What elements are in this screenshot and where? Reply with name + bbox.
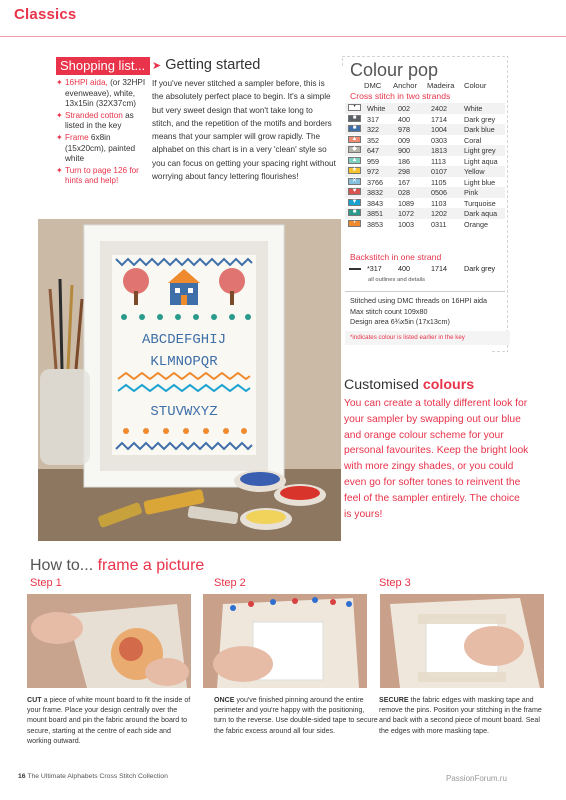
star-bullet-icon: ✦ <box>56 165 63 175</box>
shopping-item: ✦ Stranded cotton as listed in the key <box>56 110 134 131</box>
step-1-illustration <box>27 594 191 688</box>
key-cell-colour: Light blue <box>464 177 496 187</box>
colour-swatch-icon: • <box>348 220 361 227</box>
sampler-photo <box>38 219 341 541</box>
key-cell-anchor: 028 <box>398 188 410 197</box>
key-cell-dmc: White <box>367 104 386 113</box>
colour-swatch-icon: • <box>348 104 361 111</box>
key-subtitle: Cross stitch in two strands <box>350 91 451 101</box>
key-row <box>345 124 505 135</box>
step-3-illustration <box>380 594 544 688</box>
key-cell-colour: Turquoise <box>464 198 496 208</box>
header-rule <box>0 36 566 37</box>
key-row <box>345 177 505 188</box>
key-cell-madeira: 0107 <box>431 167 447 176</box>
key-cell-anchor: 1003 <box>398 219 414 229</box>
sampler-illustration <box>38 219 341 541</box>
key-cell-madeira: 1714 <box>431 114 447 124</box>
key-cell-colour: Light grey <box>464 146 496 155</box>
shopping-list <box>56 78 146 188</box>
shopping-item: ✦ Turn to page 126 for hints and help! <box>56 165 139 186</box>
colour-swatch-icon: ■ <box>348 125 361 132</box>
colour-swatch-icon: ■ <box>348 115 361 122</box>
sampler-row-2: KLMNOPQR <box>150 354 218 370</box>
key-cell-anchor: 009 <box>398 135 410 145</box>
key-row <box>345 208 505 219</box>
getting-started-heading: ➤ Getting started <box>152 57 261 73</box>
arrow-right-icon: ➤ <box>152 60 162 72</box>
key-footnote: *indicates colour is listed earlier in the key <box>345 331 510 345</box>
key-cell-madeira: 0311 <box>431 219 447 229</box>
key-cell-madeira: 2402 <box>431 104 447 113</box>
step-1-photo <box>27 594 191 688</box>
key-cell-anchor: 186 <box>398 156 410 166</box>
key-cell-dmc: 972 <box>367 167 379 176</box>
backstitch-row: *317 400 1714 Dark grey <box>345 264 505 274</box>
key-cell-anchor: 1089 <box>398 198 414 208</box>
key-row <box>345 145 505 156</box>
key-cell-madeira: 1004 <box>431 125 447 134</box>
key-cell-anchor: 167 <box>398 177 410 187</box>
key-cell-colour: Light aqua <box>464 156 498 166</box>
key-cell-colour: Dark aqua <box>464 209 498 218</box>
site-watermark: PassionForum.ru <box>446 774 507 783</box>
key-cell-dmc: 3832 <box>367 188 383 197</box>
key-row <box>345 219 505 230</box>
key-cell-madeira: 0506 <box>431 188 447 197</box>
key-cell-madeira: 1105 <box>431 177 447 187</box>
getting-started-body: If you've never stitched a sampler before, this is the absolutely perfect place to begin. It's a simple but very sweet design that won't take long to stitch, and the repetition of the motifs and borders means that your sampler will grow rapidly. The alphabet on this chart is in a very 'clean' style so you can focus on getting your spacing right without worrying about fancy lettering flourishes! <box>152 79 336 182</box>
key-cell-anchor: 298 <box>398 167 410 176</box>
key-cell-dmc: 317 <box>367 114 379 124</box>
key-cell-dmc: 3853 <box>367 219 383 229</box>
colour-swatch-icon: ▲ <box>348 136 361 143</box>
col-anchor: Anchor <box>393 81 418 90</box>
key-divider <box>345 291 505 292</box>
shopping-list-heading: Shopping list... <box>56 57 150 75</box>
publication-name: The Ultimate Alphabets Cross Stitch Collection <box>27 773 168 780</box>
key-cell-colour: Pink <box>464 188 478 197</box>
key-cell-anchor: 978 <box>398 125 410 134</box>
star-bullet-icon: ✦ <box>56 110 63 120</box>
col-madeira: Madeira <box>427 81 455 90</box>
page-number: 16 <box>18 773 26 780</box>
key-cell-anchor: 002 <box>398 104 410 113</box>
design-meta: Stitched using DMC threads on 16HPI aida Max stitch count 109x80 Design area 6¾x5in (17x13cm) <box>350 296 488 327</box>
step-1-label: Step 1 <box>30 577 62 589</box>
step-2-illustration <box>203 594 367 688</box>
step-3-label: Step 3 <box>379 577 411 589</box>
sampler-row-1: ABCDEFGHIJ <box>141 332 227 348</box>
step-3-text: SECURE the fabric edges with masking tape and remove the pins. Position your stitching in the frame and back with a second piece of mount board. Seal the edges with more masking tape. <box>379 696 542 735</box>
step-1-text: CUT a piece of white mount board to fit the inside of your frame. Place your design centrally over the mount board and pin the fabric around the board to secure, starting at the centre of each side and working outward. <box>27 696 191 745</box>
colour-swatch-icon: ♥ <box>348 188 361 195</box>
colour-swatch-icon: ▼ <box>348 199 361 206</box>
backstitch-title: Backstitch in one strand <box>350 252 442 262</box>
key-cell-colour: Yellow <box>464 167 485 176</box>
customised-heading: Customised colours <box>344 377 475 393</box>
backstitch-note: all outlines and details <box>368 277 426 283</box>
key-cell-anchor: 1072 <box>398 209 414 218</box>
key-cell-colour: Coral <box>464 135 482 145</box>
key-cell-madeira: 1202 <box>431 209 447 218</box>
key-cell-dmc: 647 <box>367 146 379 155</box>
key-cell-colour: Dark blue <box>464 125 495 134</box>
key-cell-dmc: 959 <box>367 156 379 166</box>
sampler-row-3: STUVWXYZ <box>150 404 218 420</box>
shopping-item: ✦ Frame 6x8in (15x20cm), painted white <box>56 132 136 164</box>
key-cell-colour: Orange <box>464 219 488 229</box>
key-cell-madeira: 0303 <box>431 135 447 145</box>
key-cell-dmc: 3851 <box>367 209 383 218</box>
howto-heading: How to... frame a picture <box>30 557 205 574</box>
star-bullet-icon: ✦ <box>56 132 63 142</box>
customised-body: You can create a totally different look for your sampler by swapping out our blue and orange colour scheme for your personal favourites. Keep the bright look with more zingy shades, or you could even go for softer tones to reinvent the feel of the sampler entirely. The choice is yours! <box>344 398 529 520</box>
step-2-label: Step 2 <box>214 577 246 589</box>
key-cell-dmc: 352 <box>367 135 379 145</box>
step-3-photo <box>380 594 544 688</box>
star-bullet-icon: ✦ <box>56 78 63 87</box>
colour-swatch-icon: ★ <box>348 167 361 174</box>
section-title: Classics <box>14 6 77 23</box>
colour-swatch-icon: ▲ <box>348 157 361 164</box>
colour-swatch-icon: ■ <box>348 209 361 216</box>
key-cell-dmc: 3843 <box>367 198 383 208</box>
key-row <box>345 187 505 198</box>
key-row <box>345 114 505 125</box>
key-cell-anchor: 400 <box>398 114 410 124</box>
key-cell-anchor: 900 <box>398 146 410 155</box>
colour-swatch-icon: ◆ <box>348 146 361 153</box>
page-footer <box>18 773 168 780</box>
key-cell-madeira: 1113 <box>431 156 446 166</box>
key-cell-colour: White <box>464 104 483 113</box>
col-colour: Colour <box>464 81 487 90</box>
key-row <box>345 198 505 209</box>
key-cell-madeira: 1103 <box>431 198 447 208</box>
key-cell-madeira: 1813 <box>431 146 447 155</box>
col-dmc: DMC <box>364 81 382 90</box>
step-2-text: ONCE you've finished pinning around the entire perimeter and you're happy with the positioning, turn to the reverse. Use double-sided tape to secure the fabric excess around all four sides. <box>214 696 378 735</box>
key-table <box>345 103 505 229</box>
shopping-item: ✦ 16HPI aida, (or 32HPI evenweave), white, 13x15in (32X37cm) <box>56 78 146 109</box>
key-row <box>345 156 505 167</box>
backstitch-line-icon <box>349 268 361 270</box>
colour-swatch-icon: ✕ <box>348 178 361 185</box>
key-row <box>345 166 505 177</box>
key-cell-dmc: 322 <box>367 125 379 134</box>
key-title: Colour pop <box>350 60 439 80</box>
key-row <box>345 135 505 146</box>
key-cell-colour: Dark grey <box>464 114 496 124</box>
key-row <box>345 103 505 114</box>
key-cell-dmc: 3766 <box>367 177 383 187</box>
step-2-photo <box>203 594 367 688</box>
